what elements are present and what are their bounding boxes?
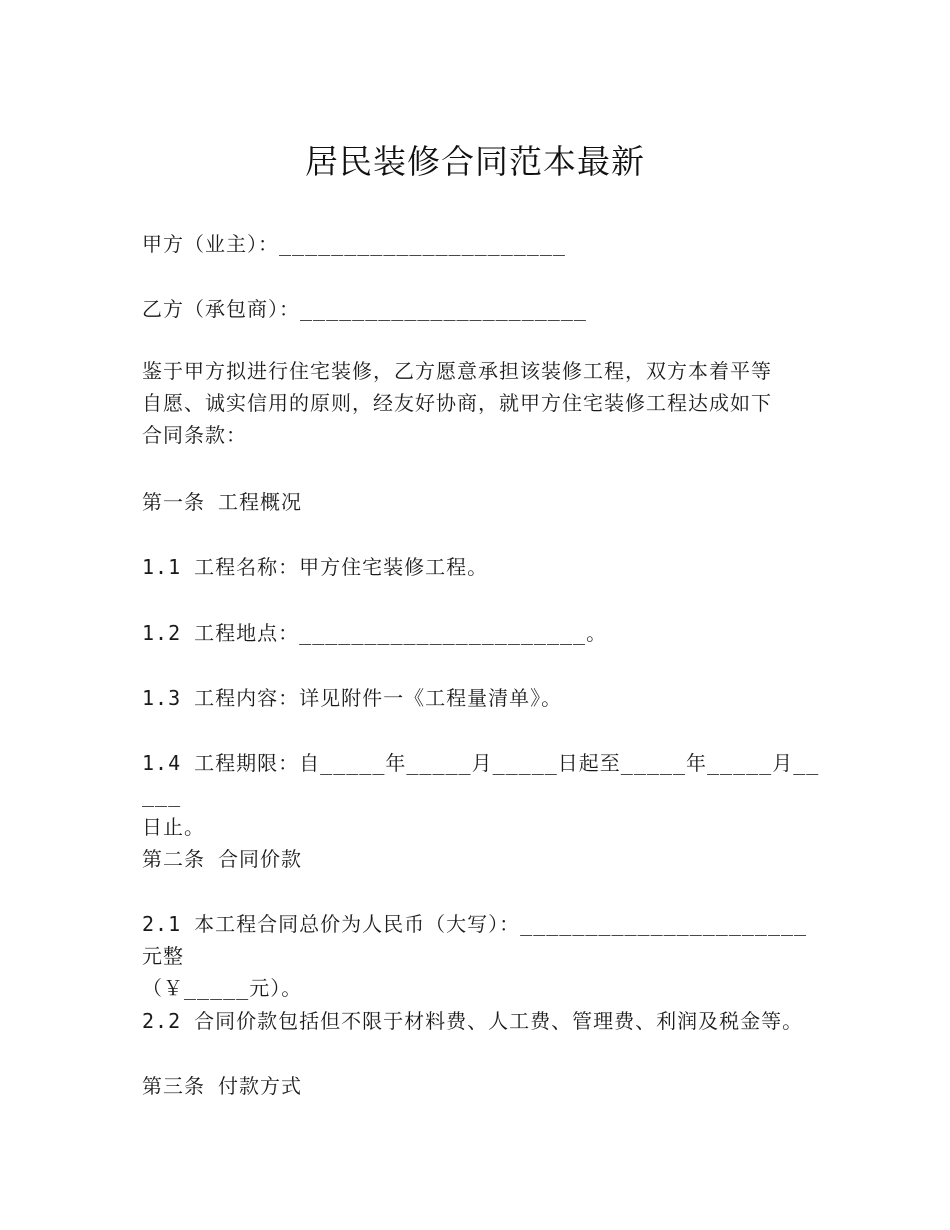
preamble-paragraph: 鉴于甲方拟进行住宅装修，乙方愿意承担该装修工程，双方本着平等 自愿、诚实信用的原则，经友好协商，就甲方住宅装修工程达成如下 合同条款： xyxy=(142,359,772,447)
party-b-line: 乙方（承包商）：______________________ xyxy=(142,297,587,321)
clause-1-3: 1.3 工程内容：详见附件一《工程量清单》。 xyxy=(142,686,563,710)
article-1-heading: 第一条 工程概况 xyxy=(142,490,303,514)
clause-1-2: 1.2 工程地点：______________________。 xyxy=(142,621,608,645)
clause-2-1: 2.1 本工程合同总价为人民币（大写）：______________________元整 （￥_____元）。 xyxy=(142,912,808,1000)
clause-2-2: 2.2 合同价款包括但不限于材料费、人工费、管理费、利润及税金等。 xyxy=(142,1009,804,1033)
clause-1-1: 1.1 工程名称：甲方住宅装修工程。 xyxy=(142,555,489,579)
document-title: 居民装修合同范本最新 xyxy=(305,142,645,181)
party-a-line: 甲方（业主）：______________________ xyxy=(142,232,566,256)
article-3-heading: 第三条 付款方式 xyxy=(142,1074,303,1098)
article-2-heading: 第二条 合同价款 xyxy=(142,847,303,871)
clause-1-4: 1.4 工程期限：自_____年_____月_____日起至_____年_____月_____ 日止。 xyxy=(142,751,820,839)
